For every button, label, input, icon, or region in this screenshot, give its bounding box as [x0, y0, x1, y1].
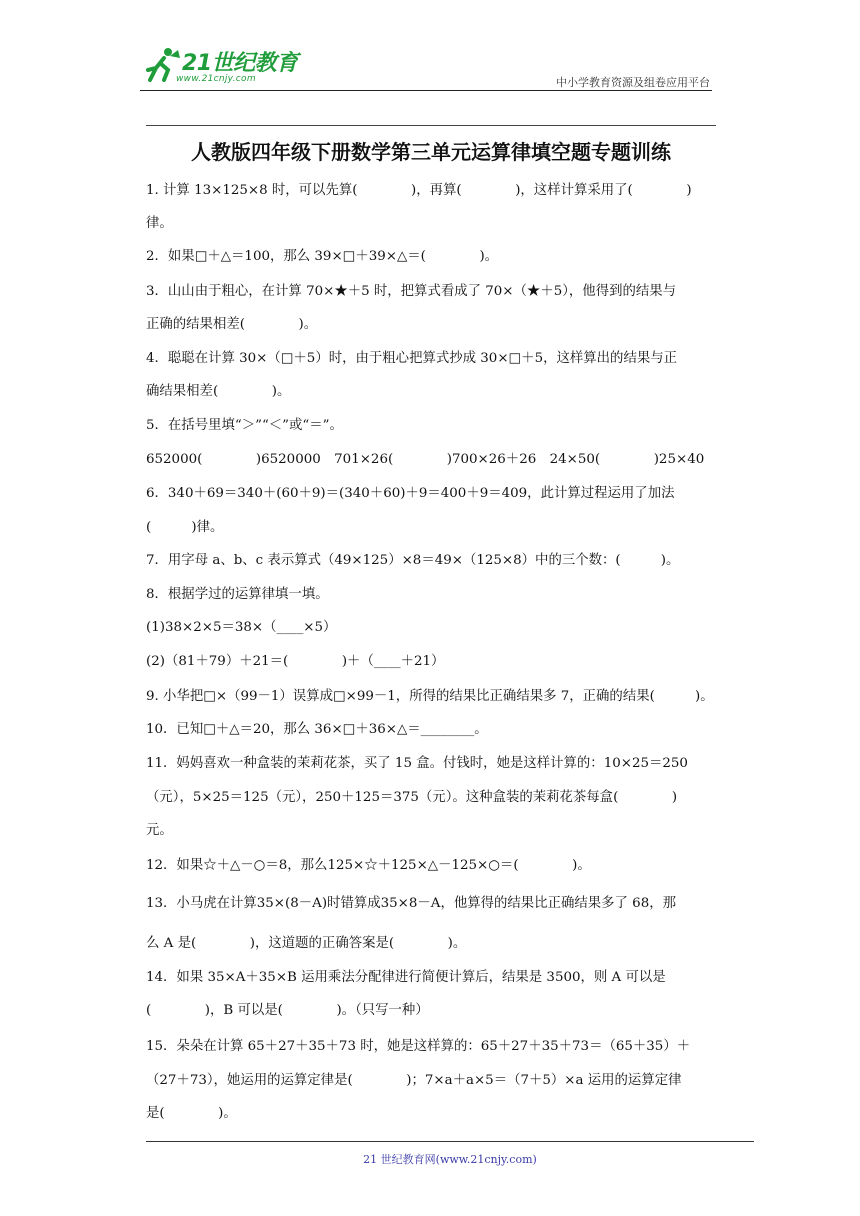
page-title: 人教版四年级下册数学第三单元运算律填空题专题训练	[191, 140, 671, 164]
text-line: (2)（81＋79）＋21＝( )＋（____＋21）	[146, 654, 445, 669]
text-line: 3．山山由于粗心，在计算 70×★＋5 时，把算式看成了 70×（★＋5），他得到的结果与	[146, 284, 677, 299]
text-line: 11．妈妈喜欢一种盒装的茉莉花茶，买了 15 盒。付钱时，她是这样计算的：10×25＝250	[146, 756, 688, 771]
text-line: 15．朵朵在计算 65＋27＋35＋73 时，她是这样算的：65＋27＋35＋73＝（65＋35）＋	[146, 1039, 691, 1054]
page-header	[140, 42, 712, 92]
text-line: (1)38×2×5＝38×（____×5）	[146, 620, 337, 635]
text-line: 10．已知□＋△＝20，那么 36×□＋36×△＝________。	[146, 722, 488, 737]
text-line: 元。	[146, 823, 173, 838]
text-line: 是( )。	[146, 1106, 237, 1121]
text-line: 5．在括号里填“＞”“＜”或“＝”。	[146, 418, 343, 433]
text-line: 4．聪聪在计算 30×（□＋5）时，由于粗心把算式抄成 30×□＋5，这样算出的结果与正	[146, 351, 678, 366]
text-line: （27＋73），她运用的运算定律是( )；7×a＋a×5＝（7＋5）×a 运用的运算定律	[146, 1073, 682, 1088]
page-footer: 21 世纪教育网(www.21cnjy.com)	[363, 1153, 537, 1166]
text-line: 14．如果 35×A＋35×B 运用乘法分配律进行简便计算后，结果是 3500，则 A 可以是	[146, 970, 666, 985]
text-line: 12．如果☆＋△－○＝8，那么125×☆＋125×△－125×○＝( )。	[146, 858, 591, 873]
text-line: 6．340＋69＝340＋(60＋9)＝(340＋60)＋9＝400＋9＝409，此计算过程运用了加法	[146, 486, 675, 501]
header-divider	[140, 90, 712, 91]
footer-divider	[146, 1141, 754, 1142]
text-line: 9. 小华把□×（99－1）误算成□×99－1，所得的结果比正确结果多 7，正确的结果( )。	[146, 689, 714, 704]
text-line: 正确的结果相差( )。	[146, 317, 318, 332]
text-line: 律。	[146, 216, 173, 231]
logo-url: www.21cnjy.com	[176, 74, 256, 84]
text-line: 确结果相差( )。	[146, 384, 291, 399]
text-line: 652000( )6520000 701×26( )700×26＋26 24×50( )25×40	[146, 452, 705, 467]
text-line: 2．如果□＋△＝100，那么 39×□＋39×△＝( )。	[146, 249, 499, 264]
text-line: 7．用字母 a、b、c 表示算式（49×125）×8＝49×（125×8）中的三个数：( )。	[146, 553, 680, 568]
text-line: 1. 计算 13×125×8 时，可以先算( )，再算( )，这样计算采用了( )	[146, 183, 692, 198]
text-line: 8．根据学过的运算律填一填。	[146, 587, 329, 602]
title-divider	[146, 125, 716, 126]
header-tagline: 中小学教育资源及组卷应用平台	[556, 76, 710, 89]
text-line: ( )律。	[146, 520, 224, 535]
text-line: 13．小马虎在计算35×(8－A)时错算成35×8－A，他算得的结果比正确结果多了 68，那	[146, 896, 677, 911]
text-line: ( )，B 可以是( )。（只写一种）	[146, 1003, 429, 1018]
logo-text: 21世纪教育	[182, 51, 298, 76]
site-logo	[140, 42, 320, 90]
text-line: 么 A 是( )，这道题的正确答案是( )。	[146, 936, 467, 951]
text-line: （元），5×25＝125（元），250＋125＝375（元）。这种盒装的茉莉花茶每盒( )	[146, 790, 678, 805]
